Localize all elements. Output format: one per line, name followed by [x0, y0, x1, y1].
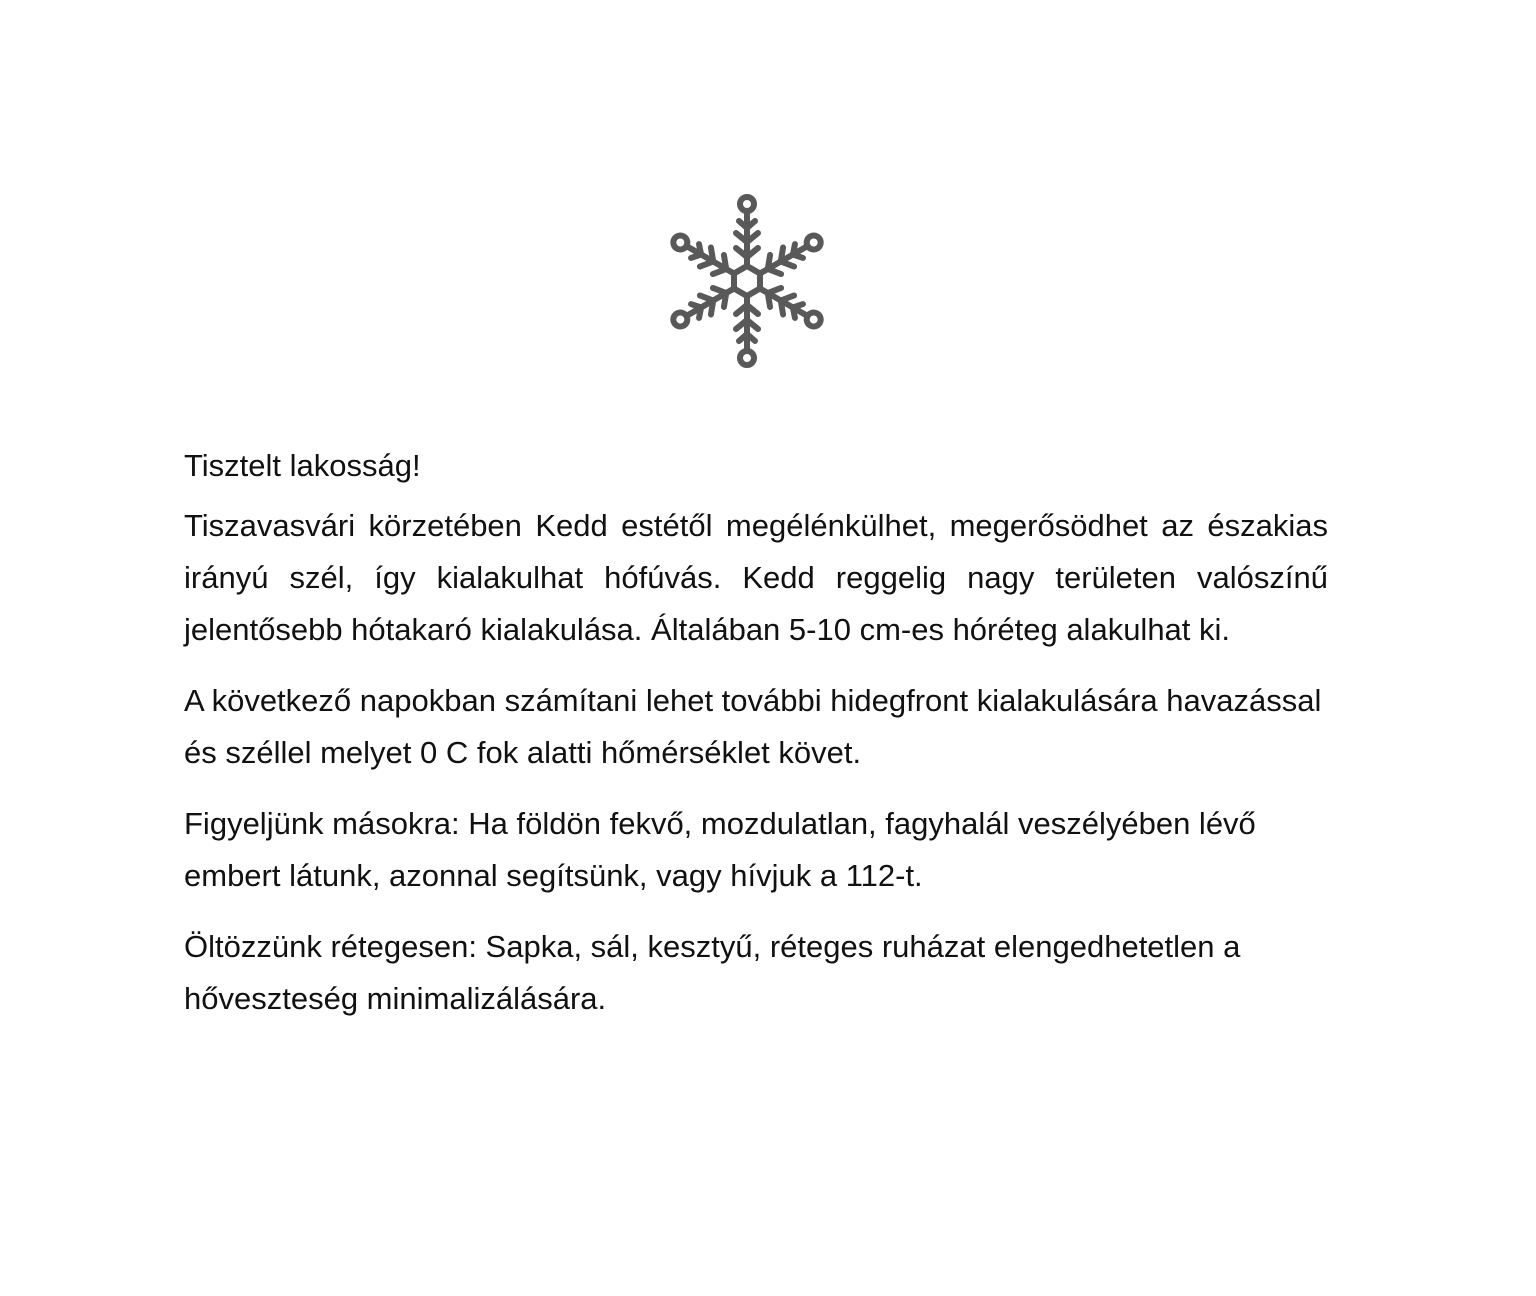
paragraph-cold-front: A következő napokban számítani lehet további hidegfront kialakulására havazással és széllel melyet 0 C fok alatti hőmérséklet követ.	[184, 683, 1322, 770]
announcement-body	[184, 440, 1328, 1044]
paragraph-help-others: Figyeljünk másokra: Ha földön fekvő, mozdulatlan, fagyhalál veszélyében lévő embert látunk, azonnal segítsünk, vagy hívjuk a 112-t.	[184, 806, 1256, 893]
paragraph-dress-advice: Öltözzünk rétegesen: Sapka, sál, kesztyű, réteges ruházat elengedhetetlen a hőveszteség minimalizálására.	[184, 929, 1241, 1016]
greeting: Tisztelt lakosság!	[184, 448, 421, 483]
paragraph-snow-forecast: Tiszavasvári körzetében Kedd estétől megélénkülhet, megerősödhet az északias irányú szél, így kialakulhat hófúvás. Kedd reggelig nagy területen valószínű jelentősebb hótakaró kialakulása. Általában 5-10 cm-es hóréteg alakulhat ki.	[184, 508, 1328, 647]
snowflake-icon	[662, 190, 832, 372]
